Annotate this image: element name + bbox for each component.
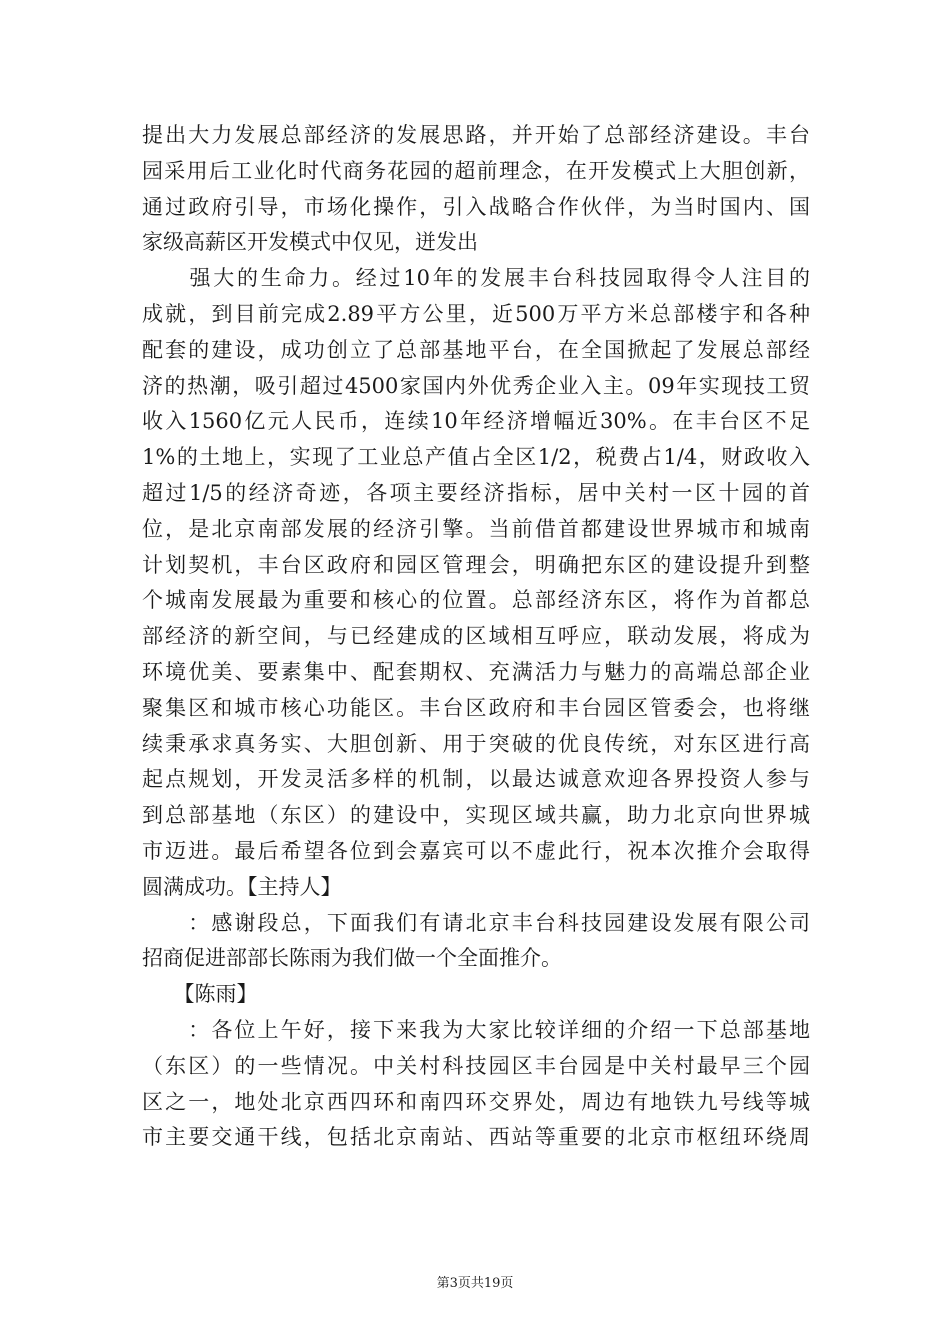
text-line: 位，是北京南部发展的经济引擎。当前借首都建设世界城市和城南 [142, 516, 810, 541]
text-line: 招商促进部部长陈雨为我们做一个全面推介。 [142, 946, 562, 971]
text-line: 提出大力发展总部经济的发展思路，并开始了总部经济建设。丰台 [142, 123, 810, 147]
text-line: 起点规划，开发灵活多样的机制，以最达诚意欢迎各界投资人参与 [142, 767, 810, 792]
text-line: ：各位上午好，接下来我为大家比较详细的介绍一下总部基地 [142, 1017, 810, 1042]
text-line: 通过政府引导，市场化操作，引入战略合作伙伴，为当时国内、国 [142, 194, 810, 219]
text-line: 【陈雨】 [142, 982, 258, 1007]
text-line: ：感谢段总，下面我们有请北京丰台科技园建设发展有限公司 [142, 910, 810, 935]
text-line: 家级高薪区开发模式中仅见，迸发出 [142, 230, 478, 255]
text-line: 续秉承求真务实、大胆创新、用于突破的优良传统，对东区进行高 [142, 731, 810, 756]
text-line: 收入1560亿元人民币，连续10年经济增幅近30%。在丰台区不足 [142, 409, 810, 434]
page-footer [0, 1272, 950, 1291]
text-line: 园采用后工业化时代商务花园的超前理念，在开发模式上大胆创新， [142, 158, 810, 183]
text-line: 到总部基地（东区）的建设中，实现区域共赢，助力北京向世界城 [142, 803, 810, 828]
text-line: 1%的土地上，实现了工业总产值占全区1/2，税费占1/4，财政收入 [142, 445, 810, 470]
text-line: 市主要交通干线，包括北京南站、西站等重要的北京市枢纽环绕周 [142, 1125, 810, 1150]
text-line: 强大的生命力。经过10年的发展丰台科技园取得令人注目的 [142, 266, 810, 291]
text-line: 济的热潮，吸引超过4500家国内外优秀企业入主。09年实现技工贸 [142, 373, 810, 398]
text-line: 市迈进。最后希望各位到会嘉宾可以不虚此行，祝本次推介会取得 [142, 838, 810, 863]
page-number: 第3页共19页 [436, 1276, 514, 1291]
text-line: 配套的建设，成功创立了总部基地平台，在全国掀起了发展总部经 [142, 337, 810, 362]
text-line: 区之一，地处北京西四环和南四环交界处，周边有地铁九号线等城 [142, 1089, 810, 1114]
text-line: 聚集区和城市核心功能区。丰台区政府和丰台园区管委会，也将继 [142, 695, 810, 720]
text-line: （东区）的一些情况。中关村科技园区丰台园是中关村最早三个园 [142, 1053, 810, 1078]
body-text [142, 118, 810, 1156]
text-line: 计划契机，丰台区政府和园区管理会，明确把东区的建设提升到整 [142, 552, 810, 577]
text-line: 超过1/5的经济奇迹，各项主要经济指标，居中关村一区十园的首 [142, 480, 810, 505]
text-line: 环境优美、要素集中、配套期权、充满活力与魅力的高端总部企业 [142, 659, 810, 684]
text-line: 圆满成功。【主持人】 [142, 874, 342, 899]
text-line: 个城南发展最为重要和核心的位置。总部经济东区，将作为首都总 [142, 588, 810, 613]
text-line: 部经济的新空间，与已经建成的区域相互呼应，联动发展，将成为 [142, 624, 810, 649]
text-line: 成就，到目前完成2.89平方公里，近500万平方米总部楼宇和各种 [142, 301, 810, 326]
